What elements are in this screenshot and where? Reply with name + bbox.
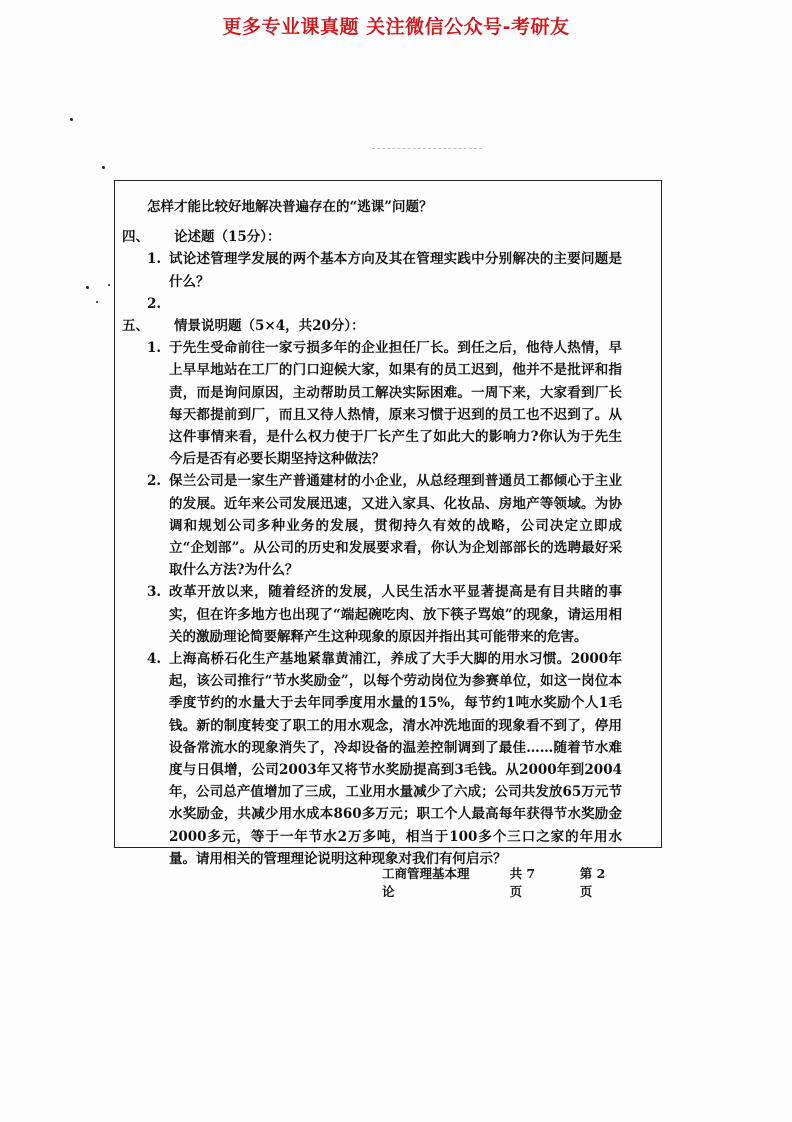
section-5-title: 情景说明题（5×4，共20分）： bbox=[174, 318, 365, 335]
section-5-item bbox=[147, 470, 622, 581]
section-4-title: 论述题（15分）： bbox=[174, 229, 281, 246]
item-text: 改革开放以来，随着经济的发展，人民生活水平显著提高是有目共睹的事实，但在许多地方也出现了“端起碗吃肉、放下筷子骂娘”的现象，请运用相关的激励理论简要解释产生这种现象的原因并指出其可能带来的危害。 bbox=[169, 584, 622, 645]
scan-speck bbox=[102, 166, 105, 169]
section-4-number: 四、 bbox=[122, 229, 149, 246]
item-text: 于先生受命前往一家亏损多年的企业担任厂长。到任之后，他待人热情，早上早早地站在工厂的门口迎候大家，如果有的员工迟到，他并不是批评和指责，而是询问原因，主动帮助员工解决实际困难。一周下来，大家看到厂长每天都提前到厂，而且又待人热情，原来习惯于迟到的员工也不迟到了。从这件事情来看，是什么权力使于厂长产生了如此大的影响力?你认为于先生今后是否有必要长期坚持这种做法？ bbox=[169, 340, 622, 468]
item-text: 上海高桥石化生产基地紧靠黄浦江，养成了大手大脚的用水习惯。2000年起，该公司推行“节水奖励金”，以每个劳动岗位为参赛单位，如这一岗位本季度节约的水量大于去年同季度用水量的15%，每节约1吨水奖励个人1毛钱。新的制度转变了职工的用水观念，清水冲洗地面的现象看不到了，停用设备常流水的现象消失了，冷却设备的温差控制调到了最佳……随着节水难度与日俱增，公司2003年又将节水奖励提高到3毛钱。从2000年到2004年，公司总产值增加了三成，工业用水量减少了六成；公司共发放65万元节水奖励金，共减少用水成本860多万元；职工个人最高每年获得节水奖励金2000多元，等于一年节水2万多吨，相当于100多个三口之家的年用水量。请用相关的管理理论说明这种现象对我们有何启示？ bbox=[169, 651, 622, 867]
banner-title: 更多专业课真题 关注微信公众号-考研友 bbox=[222, 16, 570, 38]
item-text: 试论述管理学发展的两个基本方向及其在管理实践中分别解决的主要问题是什么？ bbox=[169, 251, 622, 290]
item-text: 保兰公司是一家生产普通建材的小企业，从总经理到普通员工都倾心于主业的发展。近年来公司发展迅速，又进入家具、化妆品、房地产等领域。为协调和规划公司多种业务的发展，贯彻持久有效的战略，公司决定立即成立“企划部”。从公司的历史和发展要求看，你认为企划部部长的选聘最好采取什么方法?为什么？ bbox=[169, 473, 622, 579]
item-number: 1. bbox=[147, 251, 162, 268]
page-footer bbox=[382, 864, 622, 900]
intro-question: 怎样才能比较好地解决普遍存在的“逃课”问题？ bbox=[147, 199, 433, 215]
scan-mark bbox=[372, 148, 482, 151]
scan-speck bbox=[70, 118, 73, 121]
section-4-heading bbox=[122, 226, 622, 248]
section-4-item bbox=[147, 248, 622, 292]
footer-page-number: 第 2 页 bbox=[579, 866, 606, 899]
section-5-number: 五、 bbox=[122, 318, 149, 335]
item-number: 3. bbox=[147, 584, 162, 601]
footer-course: 工商管理基本理论 bbox=[382, 866, 470, 899]
scan-speck bbox=[108, 284, 110, 286]
item-number: 1. bbox=[147, 340, 162, 357]
scan-speck bbox=[86, 286, 89, 289]
section-5-item bbox=[147, 648, 622, 870]
item-number: 2. bbox=[147, 473, 162, 490]
footer-total-pages: 共 7 页 bbox=[509, 866, 536, 899]
scan-speck bbox=[96, 301, 98, 303]
item-number: 2. bbox=[147, 295, 162, 312]
item-number: 4. bbox=[147, 651, 162, 668]
section-4-item bbox=[147, 293, 622, 315]
question-content bbox=[122, 196, 622, 870]
section-5-item bbox=[147, 581, 622, 648]
section-5-heading bbox=[122, 315, 622, 337]
section-5-item bbox=[147, 337, 622, 470]
